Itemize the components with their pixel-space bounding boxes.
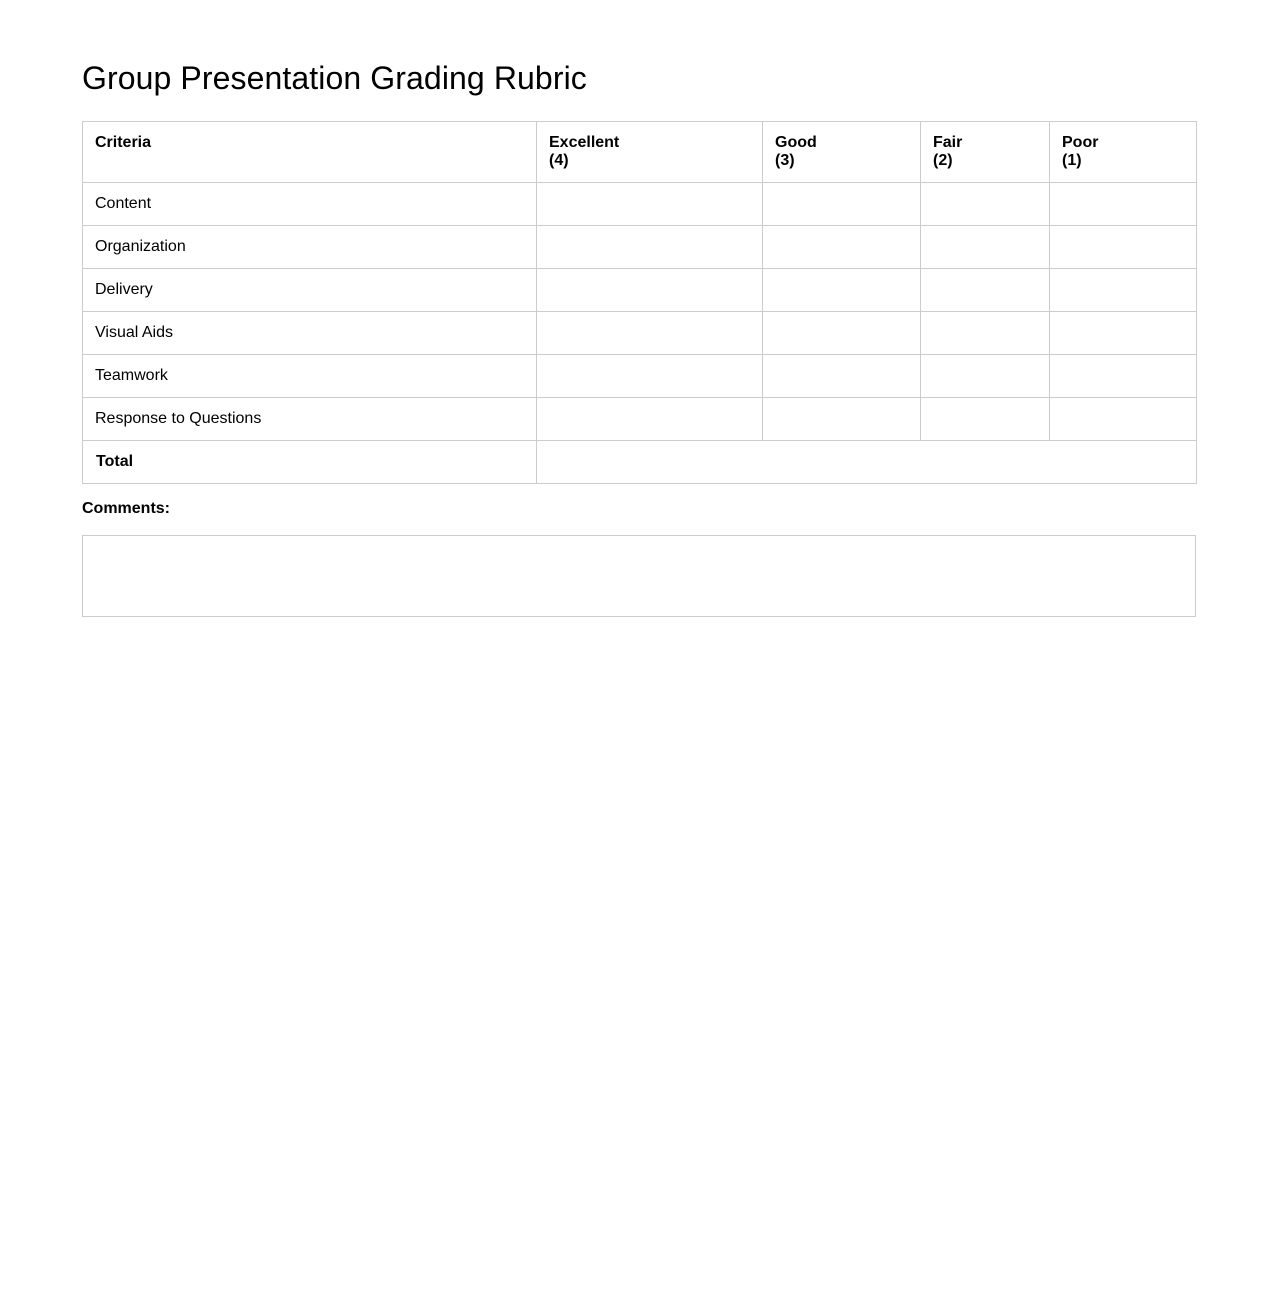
score-cell-poor[interactable] <box>1050 355 1197 398</box>
score-cell-poor[interactable] <box>1050 269 1197 312</box>
header-excellent: Excellent (4) <box>537 122 763 183</box>
comments-label: Comments: <box>82 500 171 517</box>
header-poor: Poor (1) <box>1050 122 1197 183</box>
score-cell-fair[interactable] <box>921 269 1050 312</box>
criterion-cell: Content <box>83 183 537 226</box>
criterion-cell: Response to Questions <box>83 398 537 441</box>
table-row <box>83 226 1197 269</box>
score-cell-good[interactable] <box>763 269 921 312</box>
criterion-cell: Delivery <box>83 269 537 312</box>
header-criteria: Criteria <box>83 122 537 183</box>
page-title: Group Presentation Grading Rubric <box>82 60 587 96</box>
table-row <box>83 183 1197 226</box>
rubric-table <box>82 121 1197 484</box>
score-cell-excellent[interactable] <box>537 312 763 355</box>
score-cell-excellent[interactable] <box>537 269 763 312</box>
score-cell-good[interactable] <box>763 355 921 398</box>
score-cell-poor[interactable] <box>1050 312 1197 355</box>
score-cell-excellent[interactable] <box>537 183 763 226</box>
table-row <box>83 398 1197 441</box>
table-row <box>83 269 1197 312</box>
total-value-cell[interactable] <box>537 441 1197 484</box>
criterion-cell: Teamwork <box>83 355 537 398</box>
score-cell-fair[interactable] <box>921 398 1050 441</box>
header-good: Good (3) <box>763 122 921 183</box>
total-row <box>83 441 1197 484</box>
header-row <box>83 122 1197 183</box>
score-cell-good[interactable] <box>763 312 921 355</box>
score-cell-excellent[interactable] <box>537 226 763 269</box>
score-cell-fair[interactable] <box>921 312 1050 355</box>
score-cell-poor[interactable] <box>1050 226 1197 269</box>
criterion-cell: Visual Aids <box>83 312 537 355</box>
total-label: Total <box>83 441 537 484</box>
table-row <box>83 355 1197 398</box>
score-cell-excellent[interactable] <box>537 355 763 398</box>
score-cell-fair[interactable] <box>921 183 1050 226</box>
score-cell-fair[interactable] <box>921 226 1050 269</box>
criterion-cell: Organization <box>83 226 537 269</box>
score-cell-poor[interactable] <box>1050 183 1197 226</box>
table-row <box>83 312 1197 355</box>
score-cell-fair[interactable] <box>921 355 1050 398</box>
score-cell-poor[interactable] <box>1050 398 1197 441</box>
header-fair: Fair (2) <box>921 122 1050 183</box>
comments-box[interactable] <box>82 535 1196 617</box>
score-cell-excellent[interactable] <box>537 398 763 441</box>
score-cell-good[interactable] <box>763 398 921 441</box>
score-cell-good[interactable] <box>763 226 921 269</box>
score-cell-good[interactable] <box>763 183 921 226</box>
